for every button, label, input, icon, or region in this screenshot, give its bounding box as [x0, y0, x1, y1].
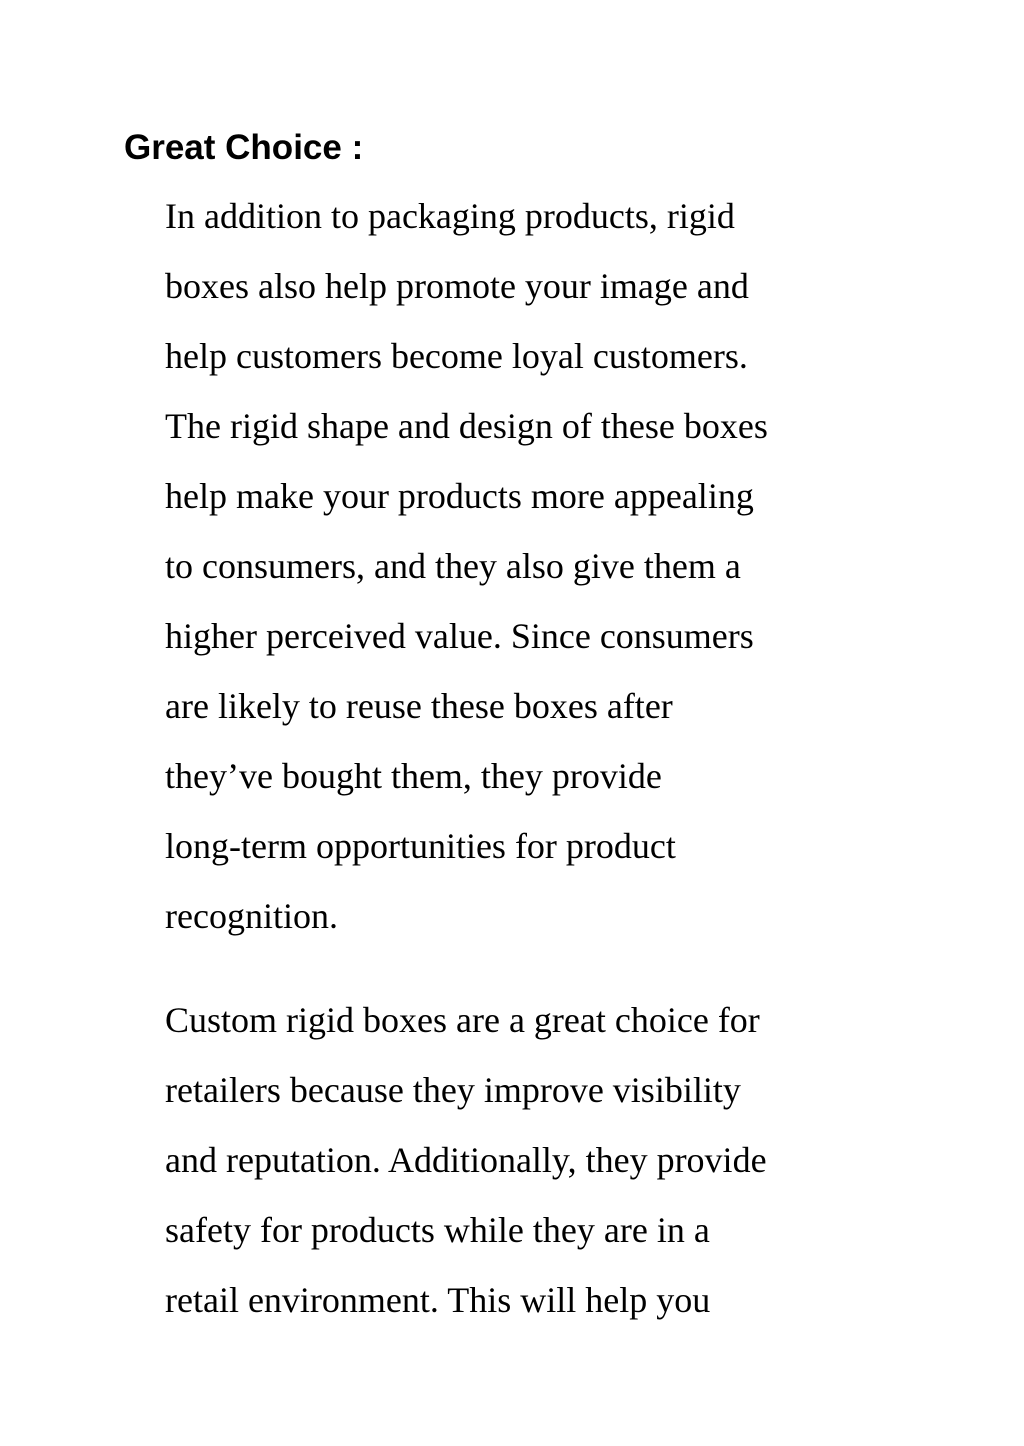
- paragraph-line: recognition.: [165, 896, 338, 936]
- paragraph-line: are likely to reuse these boxes after: [165, 686, 673, 726]
- paragraph-line: to consumers, and they also give them a: [165, 546, 741, 586]
- paragraph-line: and reputation. Additionally, they provide: [165, 1140, 767, 1180]
- paragraph-line: Custom rigid boxes are a great choice for: [165, 1000, 760, 1040]
- paragraph-line: help customers become loyal customers.: [165, 336, 748, 376]
- paragraph-line: long-term opportunities for product: [165, 826, 676, 866]
- paragraph-line: retailers because they improve visibility: [165, 1070, 741, 1110]
- paragraph-line: higher perceived value. Since consumers: [165, 616, 754, 656]
- paragraph-line: boxes also help promote your image and: [165, 266, 749, 306]
- paragraph-line: In addition to packaging products, rigid: [165, 196, 735, 236]
- paragraph-line: they’ve bought them, they provide: [165, 756, 662, 796]
- paragraph-line: help make your products more appealing: [165, 476, 754, 516]
- paragraph-line: safety for products while they are in a: [165, 1210, 710, 1250]
- paragraph-1: [165, 181, 885, 951]
- paragraph-line: The rigid shape and design of these boxes: [165, 406, 768, 446]
- section-heading: Great Choice :: [124, 128, 364, 167]
- paragraph-2: [165, 985, 885, 1335]
- paragraph-line: retail environment. This will help you: [165, 1280, 711, 1320]
